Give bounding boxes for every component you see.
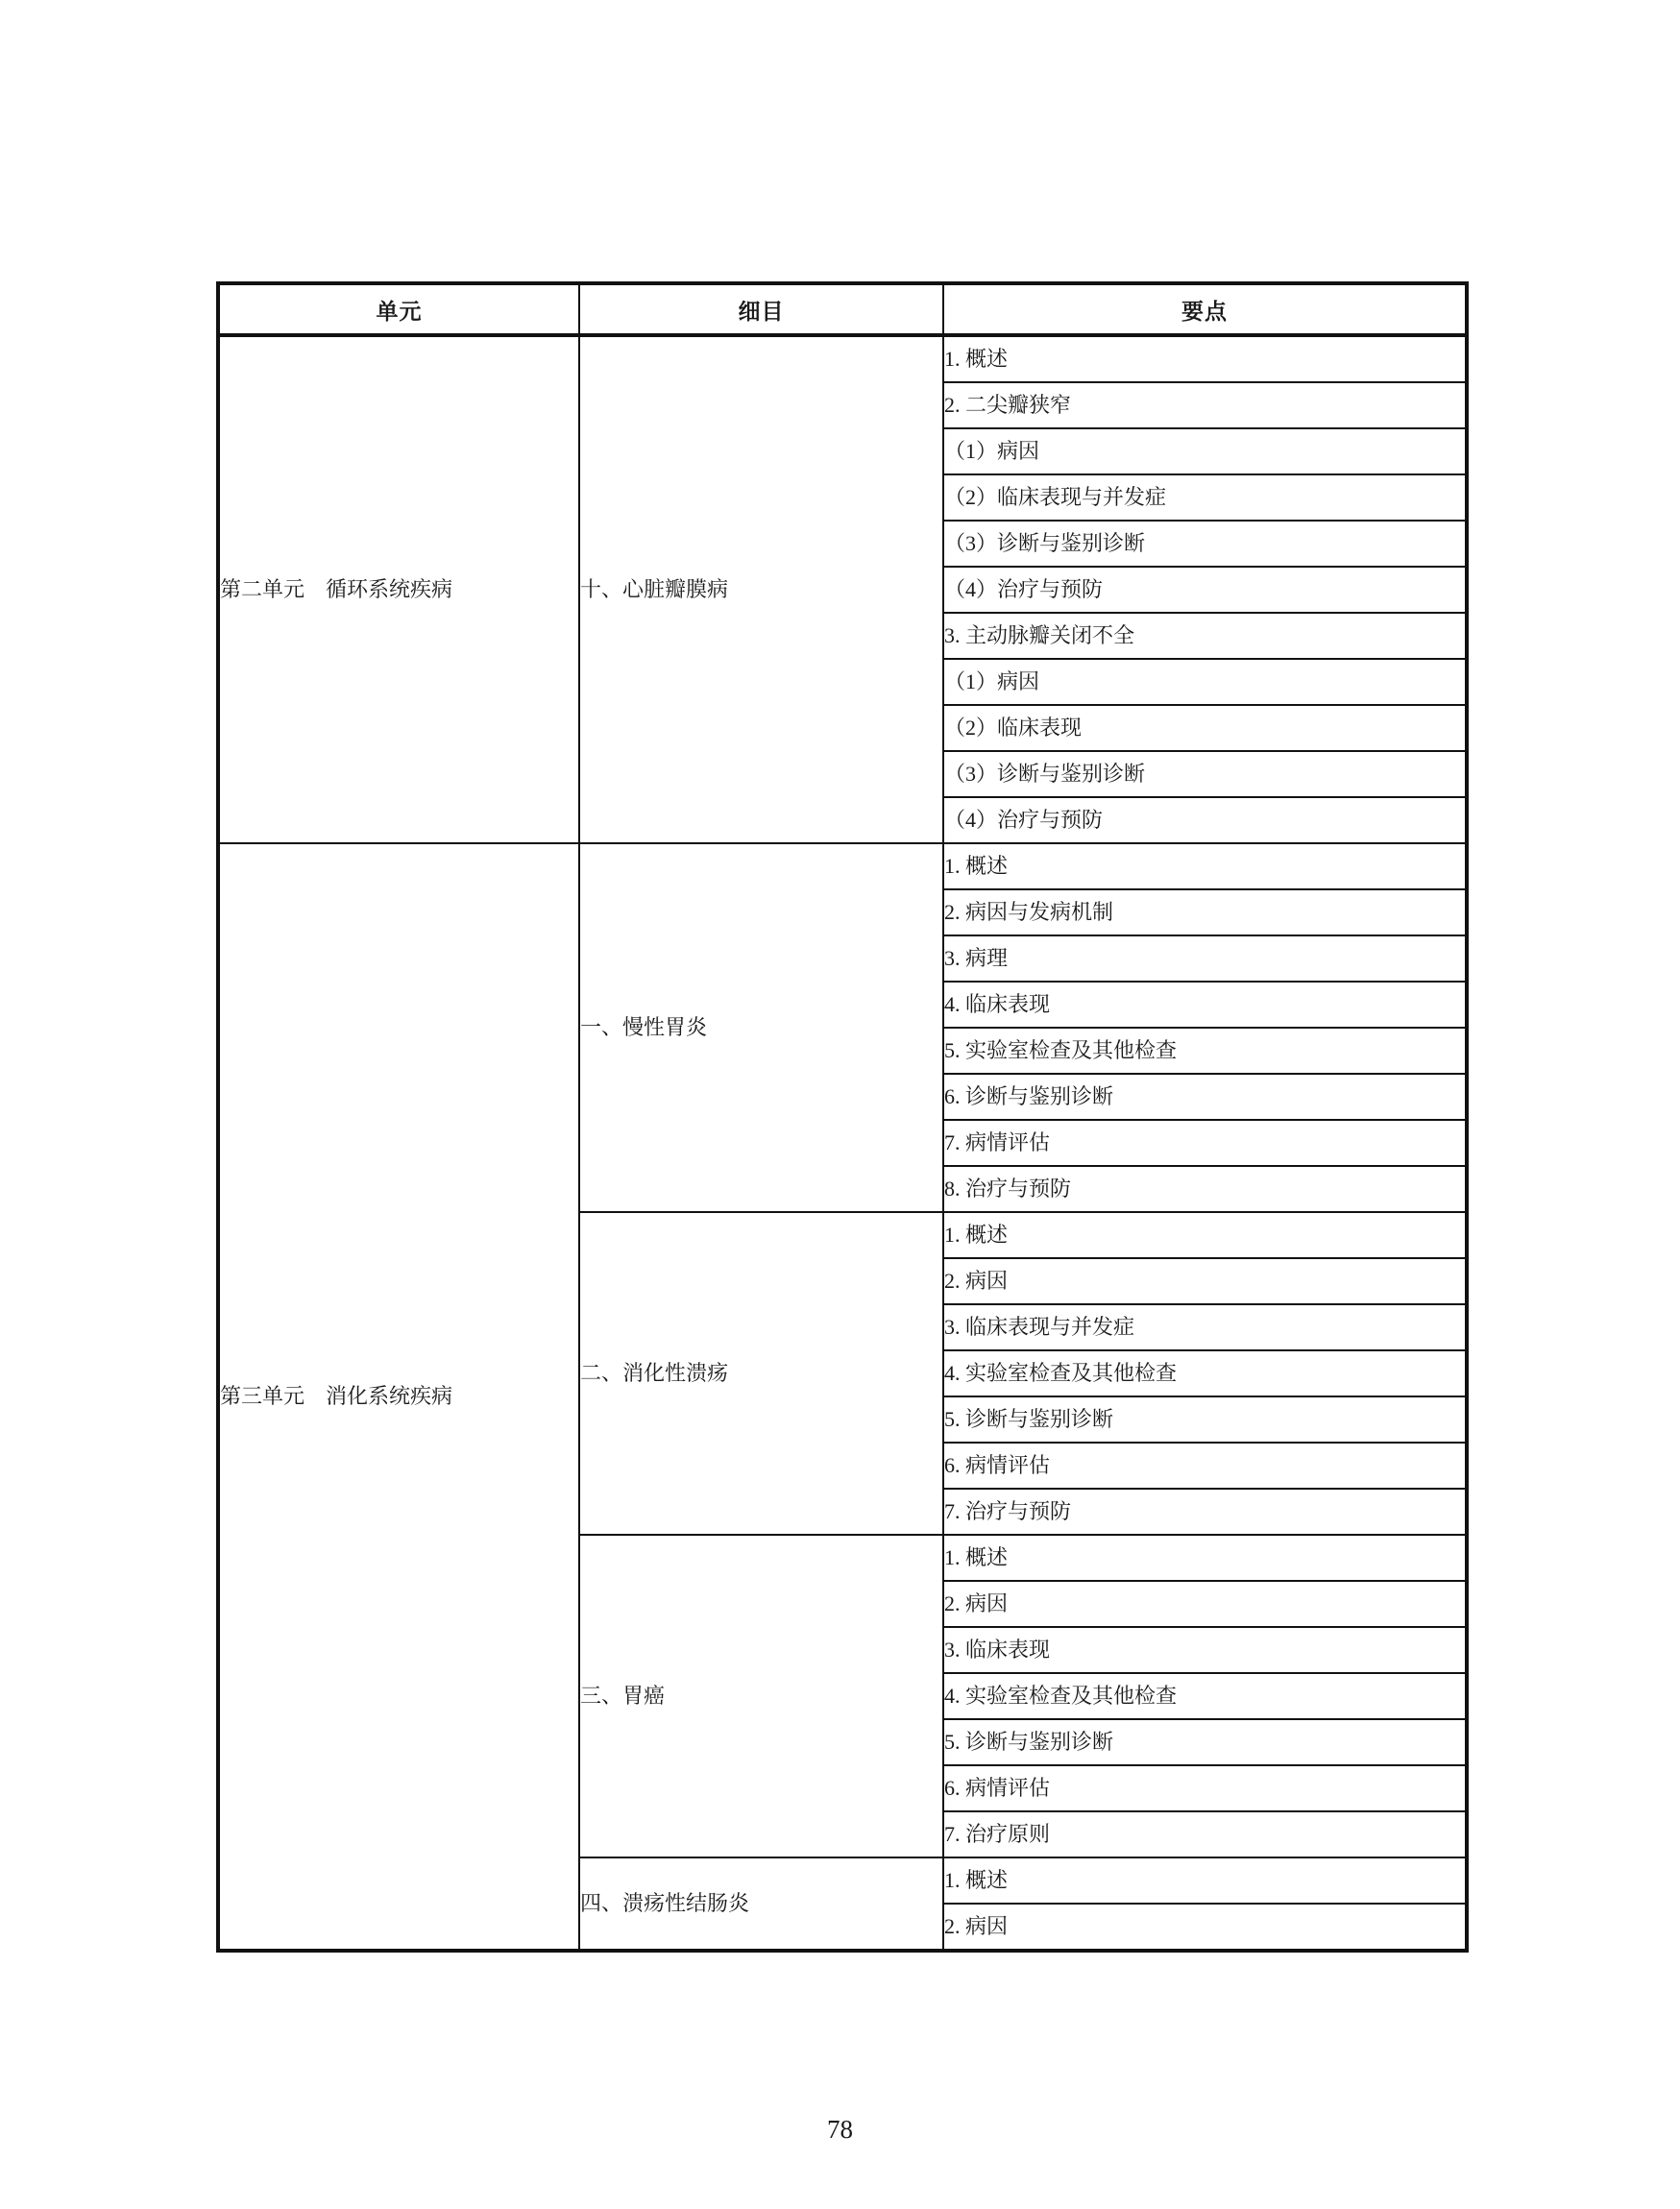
keypoint-cell: 5. 实验室检查及其他检查 bbox=[943, 1028, 1467, 1074]
keypoint-cell: 7. 病情评估 bbox=[943, 1120, 1467, 1166]
keypoint-cell: 4. 临床表现 bbox=[943, 982, 1467, 1028]
keypoint-cell: 1. 概述 bbox=[943, 335, 1467, 382]
subject-cell: 四、溃疡性结肠炎 bbox=[579, 1857, 943, 1951]
keypoint-cell: 1. 概述 bbox=[943, 843, 1467, 889]
keypoint-cell: 1. 概述 bbox=[943, 1212, 1467, 1258]
keypoint-cell: 3. 病理 bbox=[943, 935, 1467, 982]
keypoint-cell: （3）诊断与鉴别诊断 bbox=[943, 521, 1467, 567]
keypoint-cell: 1. 概述 bbox=[943, 1857, 1467, 1904]
keypoint-cell: （2）临床表现 bbox=[943, 705, 1467, 751]
subject-cell: 十、心脏瓣膜病 bbox=[579, 335, 943, 843]
keypoint-cell: 6. 诊断与鉴别诊断 bbox=[943, 1074, 1467, 1120]
keypoint-cell: 3. 临床表现与并发症 bbox=[943, 1304, 1467, 1350]
keypoint-cell: （4）治疗与预防 bbox=[943, 797, 1467, 843]
header-subject: 细目 bbox=[579, 283, 943, 335]
header-keypoints: 要点 bbox=[943, 283, 1467, 335]
keypoint-cell: 2. 二尖瓣狭窄 bbox=[943, 382, 1467, 428]
keypoint-cell: 5. 诊断与鉴别诊断 bbox=[943, 1396, 1467, 1443]
unit-cell: 第三单元 消化系统疾病 bbox=[218, 843, 579, 1951]
keypoint-cell: （3）诊断与鉴别诊断 bbox=[943, 751, 1467, 797]
keypoint-cell: 2. 病因 bbox=[943, 1258, 1467, 1304]
keypoint-cell: 2. 病因 bbox=[943, 1904, 1467, 1951]
subject-cell: 二、消化性溃疡 bbox=[579, 1212, 943, 1535]
header-unit: 单元 bbox=[218, 283, 579, 335]
page-number: 78 bbox=[827, 2115, 853, 2144]
subject-cell: 一、慢性胃炎 bbox=[579, 843, 943, 1212]
keypoint-cell: 5. 诊断与鉴别诊断 bbox=[943, 1719, 1467, 1765]
keypoint-cell: （1）病因 bbox=[943, 659, 1467, 705]
keypoint-cell: 3. 临床表现 bbox=[943, 1627, 1467, 1673]
keypoint-cell: 6. 病情评估 bbox=[943, 1443, 1467, 1489]
unit-cell: 第二单元 循环系统疾病 bbox=[218, 335, 579, 843]
table-row bbox=[218, 335, 1467, 382]
header-row bbox=[218, 283, 1467, 335]
keypoint-cell: （2）临床表现与并发症 bbox=[943, 474, 1467, 521]
keypoint-cell: 4. 实验室检查及其他检查 bbox=[943, 1673, 1467, 1719]
keypoint-cell: 2. 病因 bbox=[943, 1581, 1467, 1627]
keypoint-cell: 8. 治疗与预防 bbox=[943, 1166, 1467, 1212]
table-body bbox=[218, 335, 1467, 1951]
keypoint-cell: 6. 病情评估 bbox=[943, 1765, 1467, 1811]
syllabus-table bbox=[216, 281, 1469, 1953]
keypoint-cell: 7. 治疗与预防 bbox=[943, 1489, 1467, 1535]
table-row bbox=[218, 843, 1467, 889]
subject-cell: 三、胃癌 bbox=[579, 1535, 943, 1857]
keypoint-cell: 4. 实验室检查及其他检查 bbox=[943, 1350, 1467, 1396]
keypoint-cell: 2. 病因与发病机制 bbox=[943, 889, 1467, 935]
keypoint-cell: 3. 主动脉瓣关闭不全 bbox=[943, 613, 1467, 659]
keypoint-cell: （1）病因 bbox=[943, 428, 1467, 474]
keypoint-cell: 7. 治疗原则 bbox=[943, 1811, 1467, 1857]
keypoint-cell: （4）治疗与预防 bbox=[943, 567, 1467, 613]
keypoint-cell: 1. 概述 bbox=[943, 1535, 1467, 1581]
